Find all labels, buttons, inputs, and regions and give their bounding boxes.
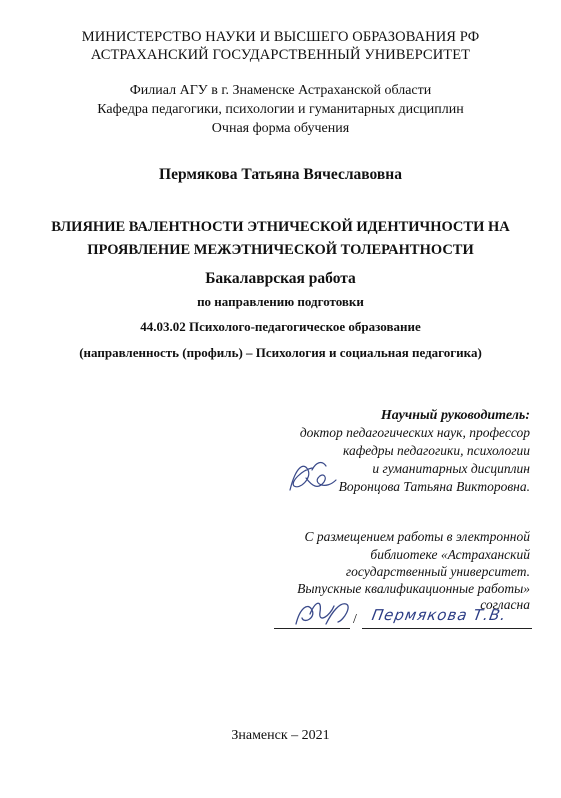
branch-line: Филиал АГУ в г. Знаменске Астраханской области: [129, 83, 432, 98]
consent-line2: библиотеке «Астраханский: [370, 547, 530, 562]
supervisor-dept-line1: кафедры педагогики, психологии: [342, 443, 530, 458]
direction-intro: по направлению подготовки: [197, 294, 364, 309]
study-form-line: Очная форма обучения: [211, 121, 350, 136]
signature-separator: /: [353, 612, 357, 627]
handwritten-name: Пермякова Т.В.: [370, 606, 508, 624]
city-year: Знаменск – 2021: [231, 728, 330, 743]
ministry-heading: МИНИСТЕРСТВО НАУКИ И ВЫСШЕГО ОБРАЗОВАНИЯ РФ: [81, 29, 480, 45]
department-line: Кафедра педагогики, психологии и гуманитарных дисциплин: [97, 102, 464, 117]
university-heading: АСТРАХАНСКИЙ ГОСУДАРСТВЕННЫЙ УНИВЕРСИТЕТ: [90, 47, 471, 63]
consent-line1: С размещением работы в электронной: [304, 529, 530, 544]
consent-line5: согласна: [480, 597, 530, 612]
author-signature: [290, 594, 360, 634]
supervisor-degree: доктор педагогических наук, профессор: [299, 425, 530, 440]
name-underline: [362, 628, 532, 629]
supervisor-dept-line2: и гуманитарных дисциплин: [372, 461, 530, 476]
thesis-title-line2: ПРОЯВЛЕНИЕ МЕЖЭТНИЧЕСКОЙ ТОЛЕРАНТНОСТИ: [87, 242, 474, 258]
thesis-title-line1: ВЛИЯНИЕ ВАЛЕНТНОСТИ ЭТНИЧЕСКОЙ ИДЕНТИЧНОСТИ НА: [51, 219, 510, 235]
author-name: Пермякова Татьяна Вячеславовна: [159, 166, 402, 183]
consent-line3: государственный университет.: [345, 564, 530, 579]
direction-code: 44.03.02 Психолого-педагогическое образование: [140, 319, 421, 334]
supervisor-name: Воронцова Татьяна Викторовна.: [338, 479, 530, 494]
direction-profile: (направленность (профиль) – Психология и социальная педагогика): [79, 345, 482, 360]
supervisor-signature: [282, 456, 344, 502]
supervisor-label: Научный руководитель:: [380, 408, 530, 423]
work-type: Бакалаврская работа: [205, 270, 356, 287]
consent-line4: Выпускные квалификационные работы»: [297, 581, 530, 596]
